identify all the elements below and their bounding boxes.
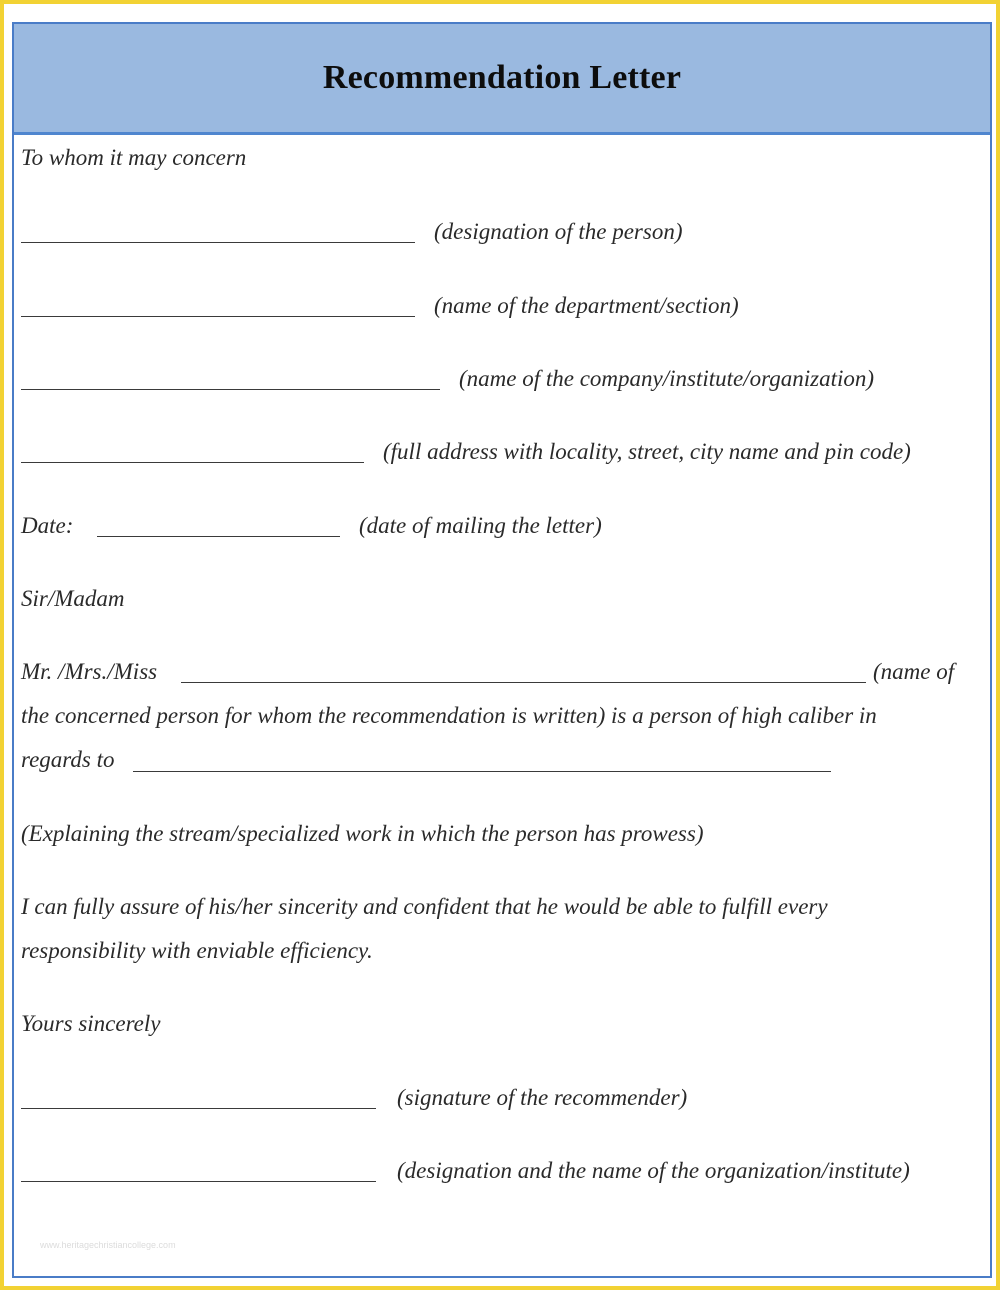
address-hint: (full address with locality, street, city name and pin code) <box>383 439 911 464</box>
closing: Yours sincerely <box>21 1011 161 1036</box>
watermark: www.heritagechristiancollege.com <box>40 1240 176 1250</box>
opening-salutation: To whom it may concern <box>21 145 247 170</box>
explaining-hint: (Explaining the stream/specialized work in which the person has prowess) <box>21 821 704 846</box>
signature-hint: (signature of the recommender) <box>397 1085 688 1110</box>
organization-blank[interactable] <box>21 1181 376 1182</box>
designation-hint: (designation of the person) <box>434 219 683 244</box>
regards-to-blank[interactable] <box>133 771 831 772</box>
assurance-line1: I can fully assure of his/her sincerity and confident that he would be able to fulfill every <box>21 894 828 919</box>
department-hint: (name of the department/section) <box>434 293 739 318</box>
company-hint: (name of the company/institute/organization) <box>459 366 875 391</box>
company-blank[interactable] <box>21 389 440 390</box>
organization-hint: (designation and the name of the organization/institute) <box>397 1158 910 1183</box>
signature-blank[interactable] <box>21 1108 376 1109</box>
greeting: Sir/Madam <box>21 586 125 611</box>
date-blank[interactable] <box>97 536 340 537</box>
department-blank[interactable] <box>21 316 415 317</box>
letter-title: Recommendation Letter <box>322 59 682 96</box>
designation-blank[interactable] <box>21 242 415 243</box>
date-hint: (date of mailing the letter) <box>359 513 602 538</box>
letter-header <box>14 24 990 135</box>
regards-to-label: regards to <box>21 747 115 772</box>
address-blank[interactable] <box>21 462 364 463</box>
paragraph1-line2: the concerned person for whom the recommendation is written) is a person of high caliber in <box>21 703 877 728</box>
title-prefix: Mr. /Mrs./Miss <box>21 659 158 684</box>
date-label: Date: <box>21 513 74 538</box>
person-name-blank[interactable] <box>181 682 866 683</box>
assurance-line2: responsibility with enviable efficiency. <box>21 938 373 963</box>
person-name-hint-start: (name of <box>873 659 955 684</box>
